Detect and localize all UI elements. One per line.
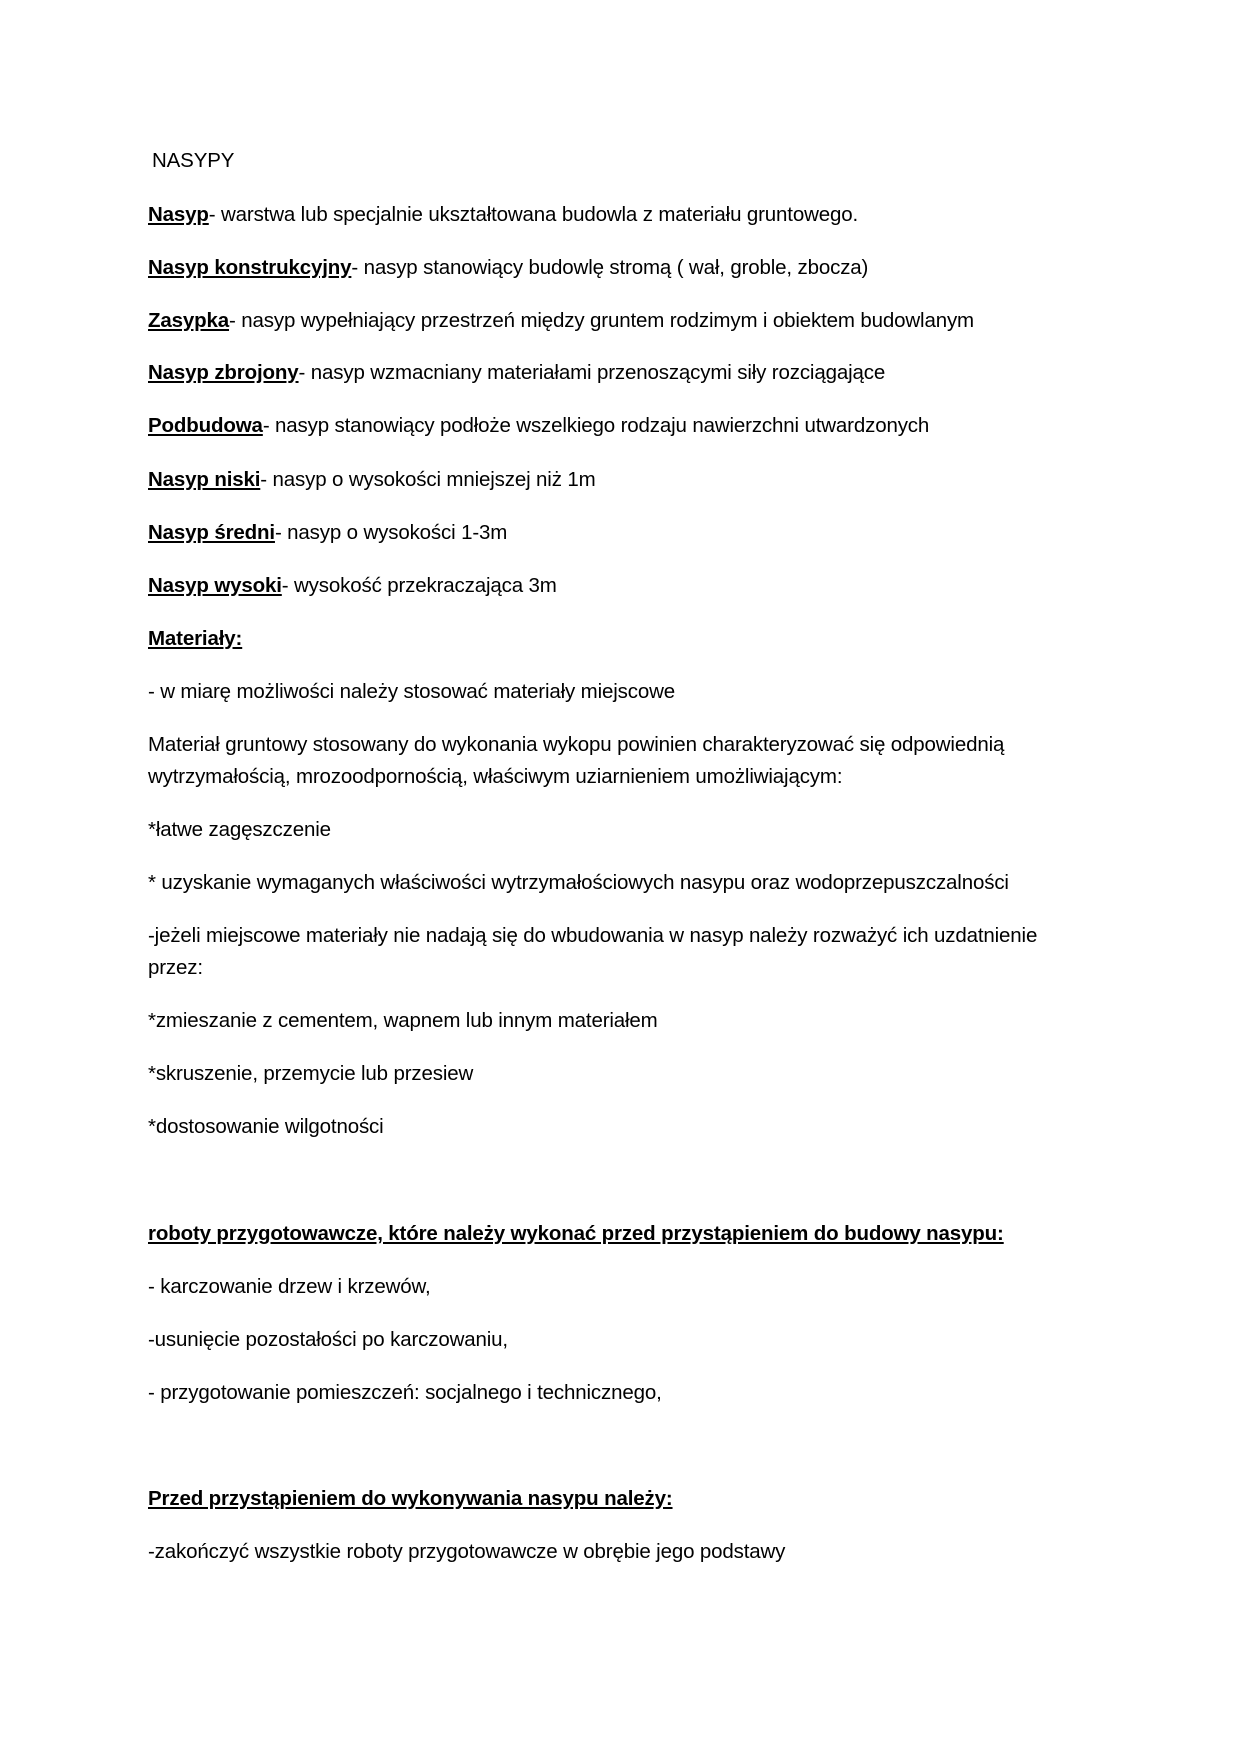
materials-paragraph-3-line-1: -jeżeli miejscowe materiały nie nadają się do wbudowania w nasyp należy rozważyć ich uzdatnienie [148,924,1038,947]
before-works-heading [148,1487,673,1511]
definition-text: - nasyp o wysokości mniejszej niż 1m [260,468,596,491]
definition-term: Podbudowa [148,414,263,437]
before-works-item: -zakończyć wszystkie roboty przygotowawcze w obrębie jego podstawy [148,1540,786,1563]
materials-paragraph-1: - w miarę możliwości należy stosować materiały miejscowe [148,680,676,703]
definition-term: Nasyp niski [148,468,261,491]
definition-nasyp-sredni [148,521,507,545]
section-heading: Materiały: [148,627,243,650]
definition-nasyp-zbrojony [148,361,885,385]
definition-zasypka [148,309,974,333]
materials-heading [148,627,242,651]
materials-paragraph-2-line-1: Materiał gruntowy stosowany do wykonania wykopu powinien charakteryzować się odpowiednią [148,733,1005,756]
definition-text: - nasyp stanowiący budowlę stromą ( wał, groble, zbocza) [351,256,869,279]
page-title: NASYPY [152,149,235,172]
materials-bullet-1: *łatwe zagęszczenie [148,818,331,841]
prep-works-heading [148,1222,1004,1246]
materials-bullet-3: *zmieszanie z cementem, wapnem lub innym materiałem [148,1009,658,1032]
materials-paragraph-3-line-2: przez: [148,956,203,979]
definition-text: - nasyp wzmacniany materiałami przenoszącymi siły rozciągające [298,361,886,384]
definition-term: Nasyp zbrojony [148,361,299,384]
materials-bullet-5: *dostosowanie wilgotności [148,1115,384,1138]
definition-podbudowa [148,414,929,438]
definition-nasyp-niski [148,468,596,492]
definition-nasyp-wysoki [148,574,557,598]
materials-bullet-2: * uzyskanie wymaganych właściwości wytrzymałościowych nasypu oraz wodoprzepuszczalności [148,871,1009,894]
materials-paragraph-2-line-2: wytrzymałością, mrozoodpornością, właściwym uziarnieniem umożliwiającym: [148,765,843,788]
definition-term: Zasypka [148,309,230,332]
section-heading: roboty przygotowawcze, które należy wykonać przed przystąpieniem do budowy nasypu: [148,1222,1004,1245]
definition-text: - nasyp o wysokości 1-3m [274,521,508,544]
prep-works-item: - przygotowanie pomieszczeń: socjalnego i technicznego, [148,1381,662,1404]
prep-works-item: -usunięcie pozostałości po karczowaniu, [148,1328,508,1351]
definition-nasyp [148,203,858,227]
definition-term: Nasyp średni [148,521,275,544]
definition-nasyp-konstrukcyjny [148,256,868,280]
prep-works-item: - karczowanie drzew i krzewów, [148,1275,431,1298]
definition-text: - nasyp stanowiący podłoże wszelkiego rodzaju nawierzchni utwardzonych [262,414,930,437]
materials-bullet-4: *skruszenie, przemycie lub przesiew [148,1062,474,1085]
definition-term: Nasyp [148,203,209,226]
definition-text: - nasyp wypełniający przestrzeń między gruntem rodzimym i obiektem budowlanym [229,309,974,332]
section-heading: Przed przystąpieniem do wykonywania nasypu należy: [148,1487,673,1510]
definition-term: Nasyp konstrukcyjny [148,256,352,279]
definition-text: - warstwa lub specjalnie ukształtowana budowla z materiału gruntowego. [208,203,859,226]
definition-text: - wysokość przekraczająca 3m [281,574,557,597]
definition-term: Nasyp wysoki [148,574,282,597]
